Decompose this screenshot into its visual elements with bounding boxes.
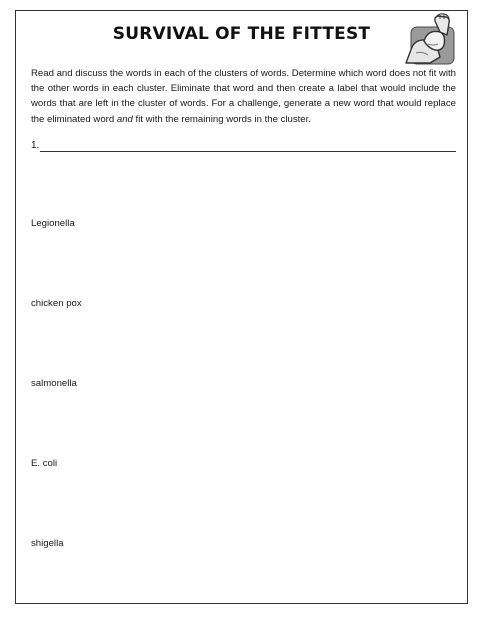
instructions-paragraph [31,66,456,127]
cluster-word: shigella [31,538,64,549]
answer-line[interactable] [40,140,456,152]
instructions-text-end: fit with the remaining words in the cluster. [132,113,311,125]
worksheet-title: SURVIVAL OF THE FITTEST [112,24,371,44]
cluster-word: Legionella [31,218,75,229]
cluster-word: chicken pox [31,298,82,309]
question-number: 1. [31,140,40,151]
worksheet-frame [15,10,468,604]
cluster-word: salmonella [31,378,77,389]
cluster-word: E. coli [31,458,58,469]
question-row [31,138,456,152]
flexed-arm-icon [402,13,460,67]
instructions-text-start: Read and discuss the words in each of the clusters of words. Determine which word does not fit with the other words in each cluster. Eliminate that word and then create a label that would include the words that are left in the cluster of words. For a challenge, generate a new word that would replace the eliminated word [31,68,456,125]
instructions-emphasis: and [116,113,133,125]
